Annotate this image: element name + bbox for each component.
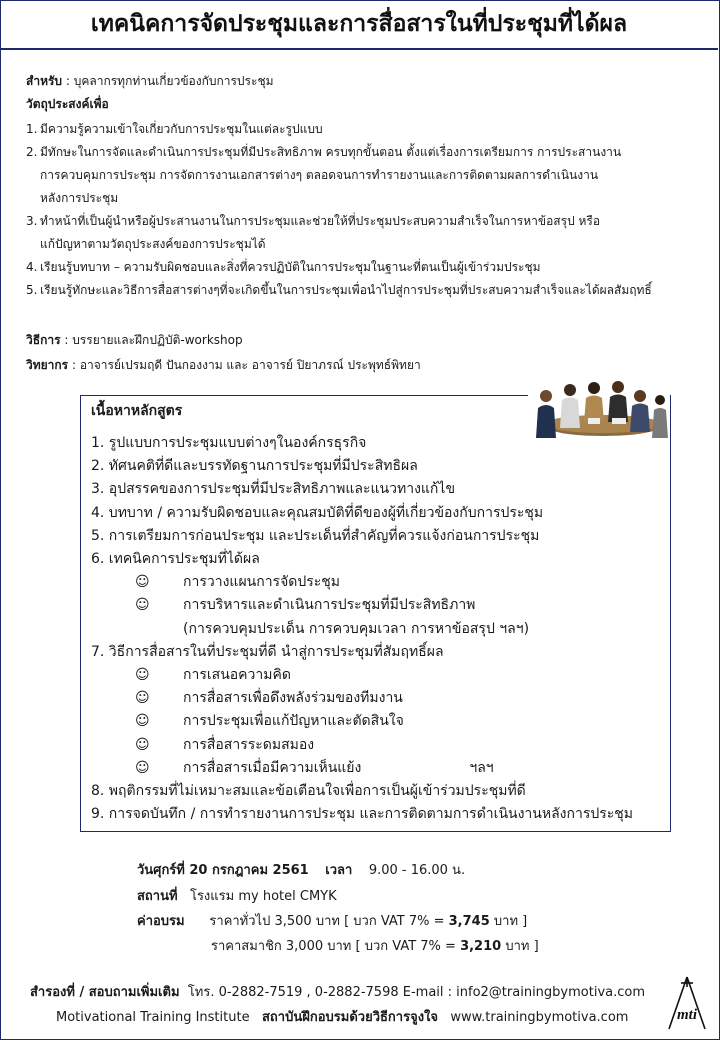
- audience-row: สำหรับ : บุคลากรทุกท่านเกี่ยวข้องกับการประชุม: [26, 74, 274, 88]
- fee-row-member: ราคาสมาชิก 3,000 บาท [ บวก VAT 7% = 3,210 บาท ]: [211, 939, 539, 954]
- topic-7a: ☺ การเสนอความคิด: [91, 664, 666, 687]
- venue-row: [137, 888, 337, 906]
- mti-logo: [665, 975, 709, 1031]
- method-value: บรรยายและฝึกปฏิบัติ-workshop: [72, 333, 243, 347]
- topic-9: 9. การจดบันทึก / การทำรายงานการประชุม และการติดตามการดำเนินงานหลังการประชุม: [91, 806, 634, 823]
- topic-5: 5. การเตรียมการก่อนประชุม และประเด็นที่สำคัญที่ควรแจ้งก่อนการประชุม: [91, 527, 540, 544]
- topic-1: 1. รูปแบบการประชุมแบบต่างๆในองค์กรธุรกิจ: [91, 435, 367, 451]
- date-label: วันศุกร์ที่ 20 กรกฎาคม 2561: [137, 863, 309, 878]
- logo-text: mti: [676, 1007, 698, 1023]
- topic-4: 4. บทบาท / ความรับผิดชอบและคุณสมบัติที่ดีของผู้ที่เกี่ยวข้องกับการประชุม: [91, 504, 544, 521]
- topic-3: 3. อุปสรรคของการประชุมที่มีประสิทธิภาพและแนวทางแก้ไข: [91, 481, 456, 498]
- fee-label: ค่าอบรม: [137, 914, 185, 929]
- fee-general: ราคาทั่วไป 3,500 บาท [ บวก VAT 7% =: [209, 914, 449, 929]
- topic-6b: ☺ การบริหารและดำเนินการประชุมที่มีประสิทธิภาพ: [91, 594, 666, 617]
- fee-member: ราคาสมาชิก 3,000 บาท [ บวก VAT 7% =: [211, 939, 461, 954]
- fee-row-general: ค่าอบรม ราคาทั่วไป 3,500 บาท [ บวก VAT 7% = 3,745 บาท ]: [137, 914, 528, 929]
- course-content-box: [80, 395, 671, 832]
- topic-7d: ☺ การสื่อสารระดมสมอง: [91, 734, 666, 757]
- objective-item-cont: แก้ปัญหาตามวัตถุประสงค์ของการประชุมได้: [40, 237, 266, 251]
- date-row: [137, 862, 465, 880]
- time-label: เวลา: [325, 863, 353, 878]
- fee-general-total: 3,745: [448, 914, 490, 929]
- course-heading: เนื้อหาหลักสูตร: [91, 403, 183, 419]
- smiley-icon: ☺: [135, 713, 150, 730]
- topic-7e-etc: ฯลฯ: [469, 759, 494, 776]
- method-row: วิธีการ : บรรยายและฝึกปฏิบัติ-workshop: [26, 333, 243, 347]
- topic-7b: ☺ การสื่อสารเพื่อดึงพลังร่วมของทีมงาน: [91, 687, 666, 710]
- topic-6: 6. เทคนิคการประชุมที่ได้ผล: [91, 551, 260, 568]
- org-name-th: สถาบันฝึกอบรมด้วยวิธีการจูงใจ: [261, 1010, 439, 1025]
- objective-item: 1. มีความรู้ความเข้าใจเกี่ยวกับการประชุมในแต่ละรูปแบบ: [26, 122, 323, 136]
- fee-member-total: 3,210: [460, 939, 502, 954]
- speakers-value: อาจารย์เปรมฤดี ปันกองงาม และ อาจารย์ ปิยาภรณ์ ประพุทธ์พิทยา: [79, 358, 421, 372]
- contact-label: สำรองที่ / สอบถามเพิ่มเติม: [30, 985, 180, 1000]
- page-title: เทคนิคการจัดประชุมและการสื่อสารในที่ประชุมที่ได้ผล: [0, 0, 718, 50]
- method-label: วิธีการ: [26, 333, 61, 347]
- smiley-icon: ☺: [135, 759, 150, 776]
- venue-value: โรงแรม my hotel CMYK: [189, 889, 337, 904]
- objective-item-cont: การควบคุมการประชุม การจัดการงานเอกสารต่างๆ ตลอดจนการทำรายงานและการติดตามผลการดำเนินงาน: [40, 168, 599, 182]
- audience-value: บุคลากรทุกท่านเกี่ยวข้องกับการประชุม: [73, 74, 274, 88]
- objective-item: 3. ทำหน้าที่เป็นผู้นำหรือผู้ประสานงานในการประชุมและช่วยให้ที่ประชุมประสบความสำเร็จในการหาข้อสรุป หรือ: [26, 214, 601, 228]
- website-link[interactable]: www.trainingbymotiva.com: [450, 1010, 629, 1025]
- objective-item-cont: หลังการประชุม: [40, 191, 119, 205]
- topic-7: 7. วิธีการสื่อสารในที่ประชุมที่ดี นำสู่การประชุมที่สัมฤทธิ์ผล: [91, 643, 444, 660]
- topic-6a: ☺ การวางแผนการจัดประชุม: [91, 571, 666, 594]
- smiley-icon: ☺: [135, 736, 150, 753]
- meeting-illustration: [528, 378, 670, 442]
- objective-item: 5. เรียนรู้ทักษะและวิธีการสื่อสารต่างๆที่จะเกิดขึ้นในการประชุมเพื่อนำไปสู่การประชุมที่ประสบความสำเร็จและได้ผลสัมฤทธิ์: [26, 283, 652, 297]
- contact-row: [30, 984, 645, 1002]
- smiley-icon: ☺: [135, 574, 150, 591]
- contact-value: โทร. 0-2882-7519 , 0-2882-7598 E-mail : info2@trainingbymotiva.com: [187, 985, 645, 1000]
- venue-label: สถานที่: [137, 889, 178, 904]
- smiley-icon: ☺: [135, 667, 150, 684]
- org-name-en: Motivational Training Institute: [56, 1010, 250, 1025]
- topic-8: 8. พฤติกรรมที่ไม่เหมาะสมและข้อเตือนใจเพื่อการเป็นผู้เข้าร่วมประชุมที่ดี: [91, 783, 526, 800]
- topic-6b-note: (การควบคุมประเด็น การควบคุมเวลา การหาข้อสรุป ฯลฯ): [183, 620, 530, 637]
- audience-label: สำหรับ: [26, 74, 63, 88]
- objective-item: 4. เรียนรู้บทบาท – ความรับผิดชอบและสิ่งที่ควรปฏิบัติในการประชุมในฐานะที่ตนเป็นผู้เข้าร่วมประชุม: [26, 260, 541, 274]
- objectives-list: [26, 118, 706, 302]
- topic-2: 2. ทัศนคติที่ดีและบรรทัดฐานการประชุมที่มีประสิทธิผล: [91, 458, 418, 475]
- smiley-icon: ☺: [135, 597, 150, 614]
- speakers-label: วิทยากร: [26, 358, 69, 372]
- course-topics: [91, 432, 666, 826]
- time-value: 9.00 - 16.00 น.: [368, 863, 466, 878]
- speakers-row: วิทยากร : อาจารย์เปรมฤดี ปันกองงาม และ อาจารย์ ปิยาภรณ์ ประพุทธ์พิทยา: [26, 358, 421, 372]
- topic-7c: ☺ การประชุมเพื่อแก้ปัญหาและตัดสินใจ: [91, 710, 666, 733]
- topic-7e: ☺ การสื่อสารเมื่อมีความเห็นแย้ง ฯลฯ: [91, 757, 666, 780]
- smiley-icon: ☺: [135, 690, 150, 707]
- objectives-heading: วัตถุประสงค์เพื่อ: [26, 97, 109, 111]
- objective-item: 2. มีทักษะในการจัดและดำเนินการประชุมที่มีประสิทธิภาพ ครบทุกขั้นตอน ตั้งแต่เรื่องการเตรียมการ การประสานงาน: [26, 145, 622, 159]
- org-row: [56, 1009, 628, 1027]
